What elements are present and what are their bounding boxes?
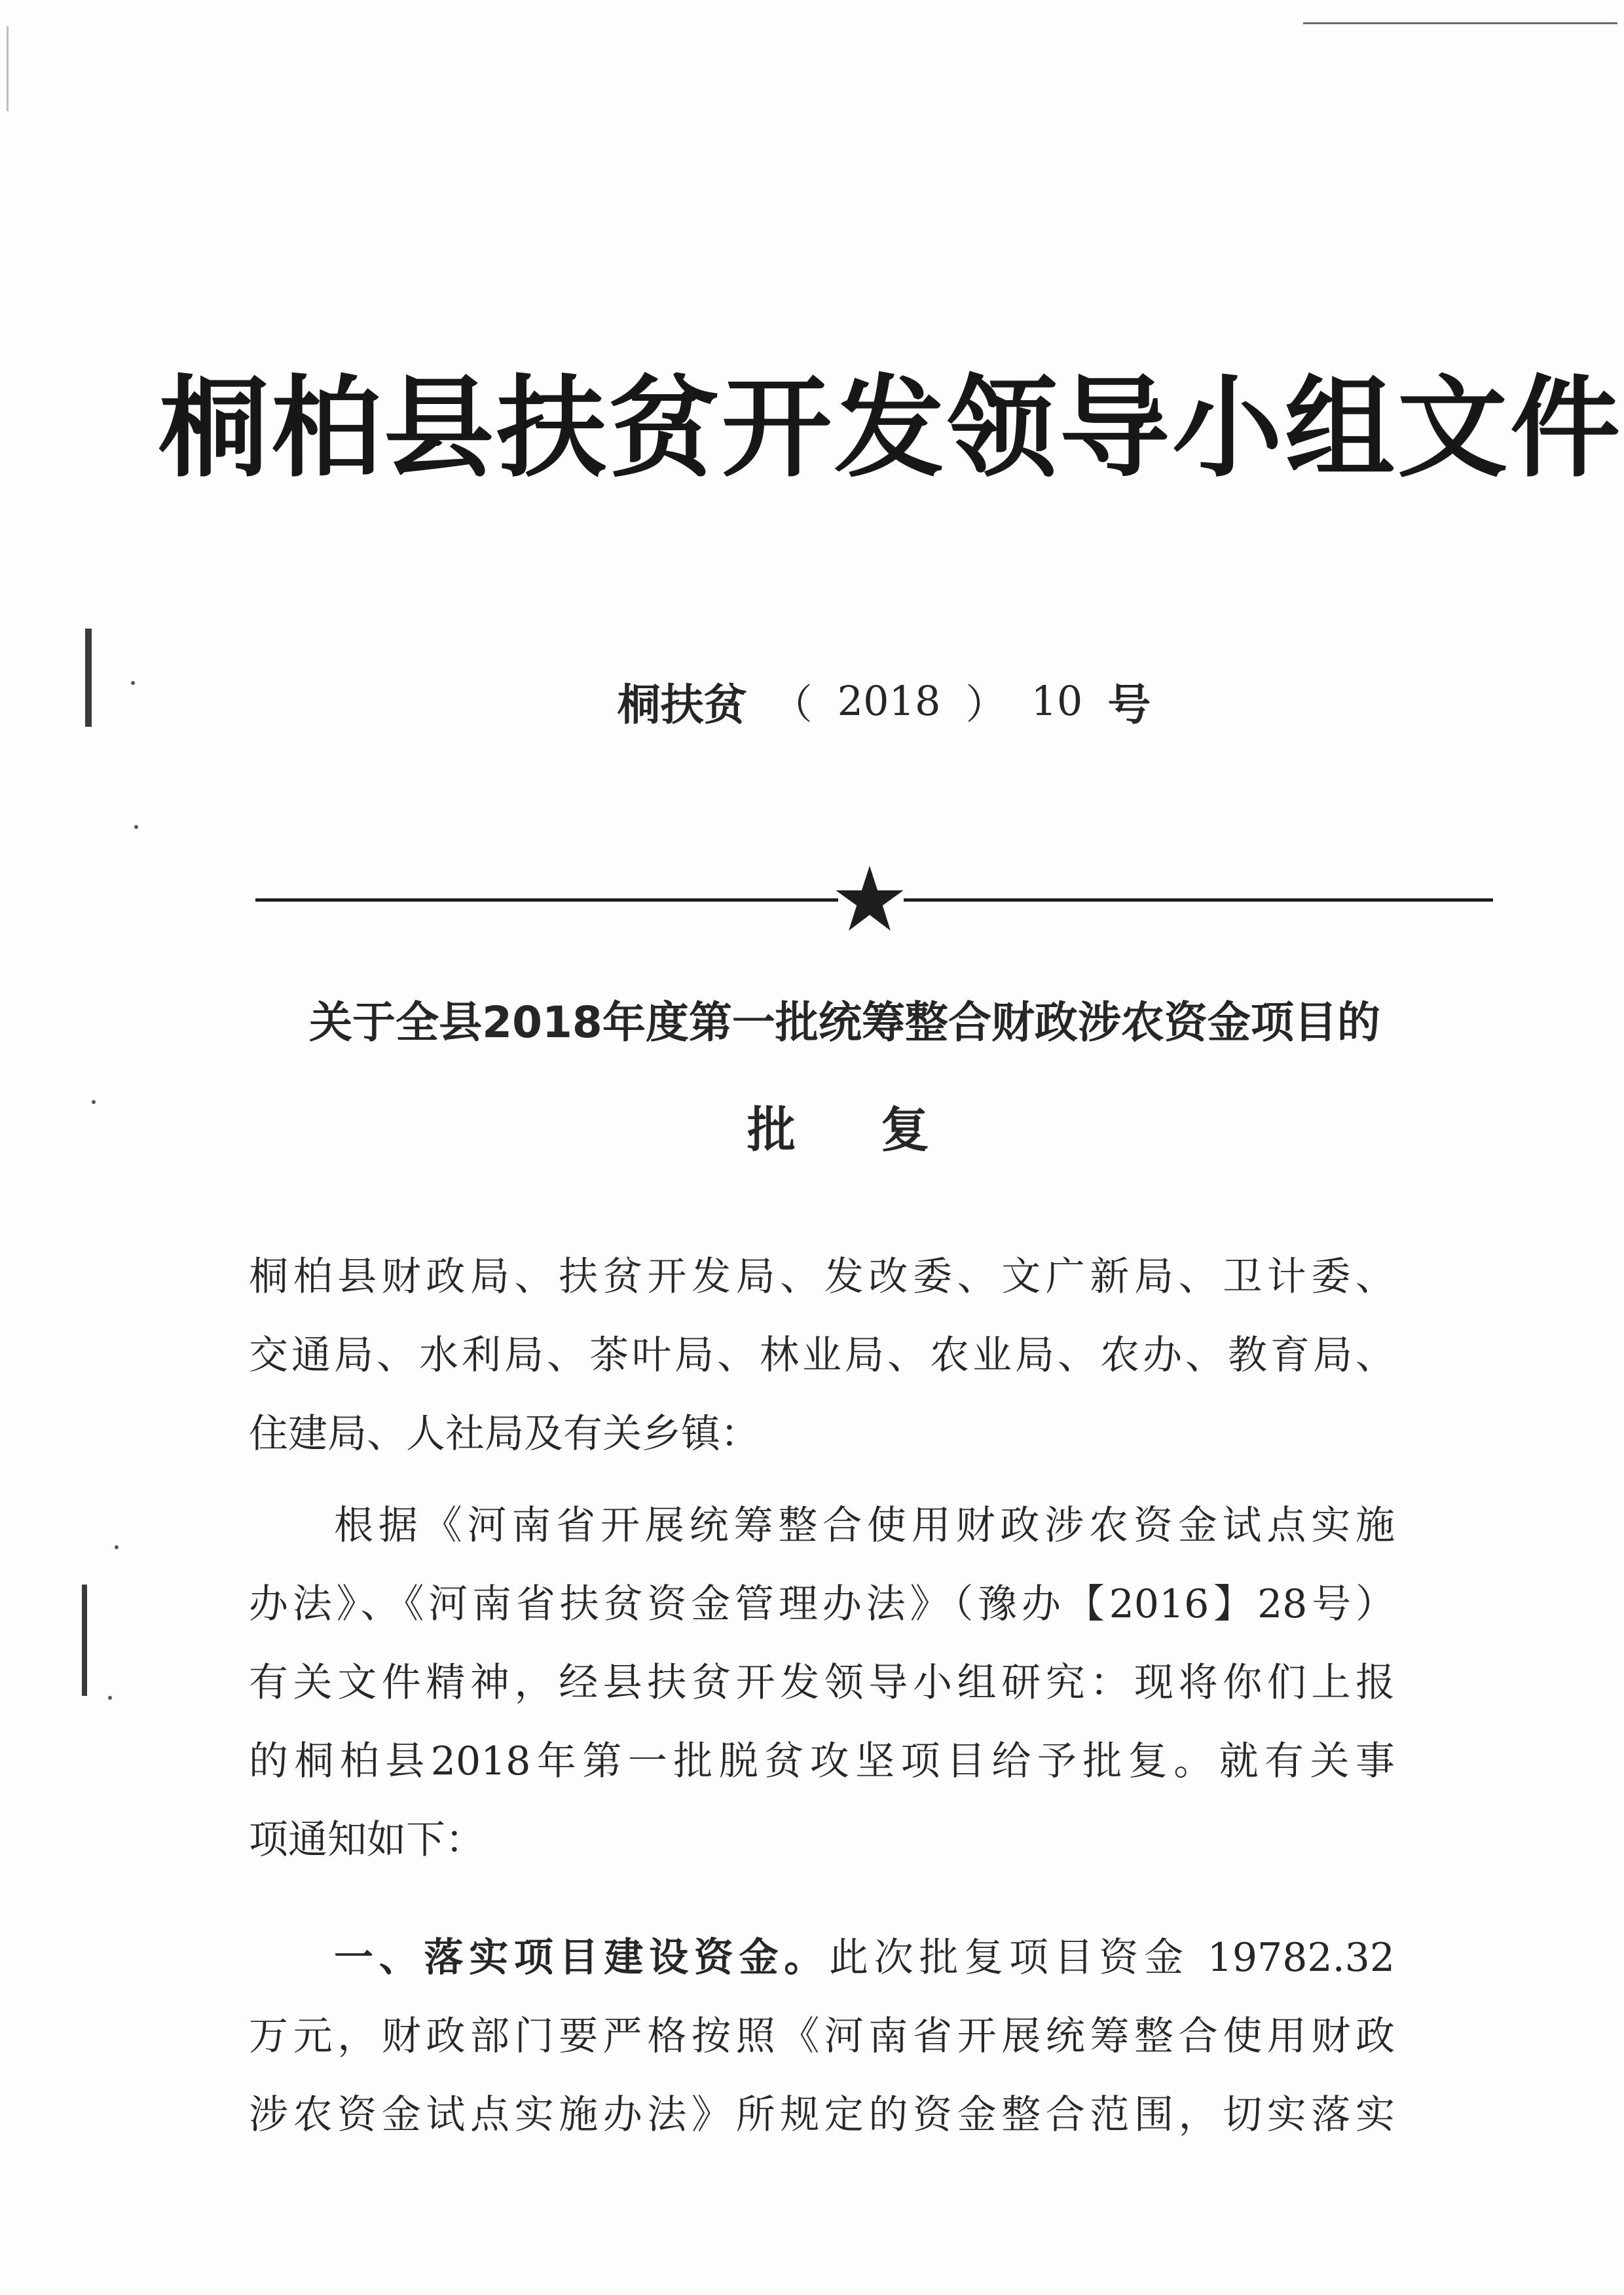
recipients-line: 住建局、人社局及有关乡镇： <box>249 1411 760 1457</box>
document-subject-line1: 关于全县2018年度第一批统筹整合财政涉农资金项目的 <box>309 997 1380 1048</box>
recipients-line: 桐柏县财政局、扶贫开发局、发改委、文广新局、卫计委、 <box>249 1254 1395 1300</box>
paragraph-line: 办法》、《河南省扶贫资金管理办法》（豫办【2016】28号） <box>249 1581 1395 1627</box>
paragraph-line: 有关文件精神，经县扶贫开发领导小组研究：现将你们上报 <box>249 1660 1395 1706</box>
scan-speck <box>131 681 135 685</box>
paragraph-1 <box>249 1486 1395 1879</box>
document-header-title: 桐柏县扶贫开发领导小组文件 <box>158 363 1623 492</box>
section-1-first-line <box>249 1919 1395 1997</box>
doc-number-suffix: 号 <box>1107 679 1151 730</box>
separator-line-left <box>255 898 838 902</box>
scan-edge-line <box>7 26 9 111</box>
document-subject-line2: 批复 <box>747 1102 1014 1158</box>
star-icon <box>834 863 906 935</box>
doc-number-close-paren: ） <box>965 680 1006 728</box>
document-number <box>589 668 1179 733</box>
scan-edge-line <box>1303 22 1617 24</box>
scan-speck <box>134 825 138 829</box>
doc-number-prefix: 桐扶贫 <box>617 679 747 730</box>
recipients-block <box>249 1238 1395 1473</box>
doc-number-value: 10 <box>1031 676 1083 725</box>
scan-speck <box>115 1545 119 1549</box>
binding-mark <box>82 1585 87 1696</box>
recipients-line: 交通局、水利局、茶叶局、林业局、农业局、农办、教育局、 <box>249 1332 1395 1378</box>
section-1-line: 涉农资金试点实施办法》所规定的资金整合范围，切实落实 <box>249 2092 1395 2138</box>
section-1-first-line-text: 此次批复项目资金 19782.32 <box>829 1935 1395 1981</box>
separator-line-right <box>904 898 1493 902</box>
scan-speck <box>92 1100 96 1104</box>
section-1 <box>249 1919 1395 2154</box>
doc-number-year: 2018 <box>837 676 941 725</box>
paragraph-line: 根据《河南省开展统筹整合使用财政涉农资金试点实施 <box>334 1503 1395 1549</box>
section-1-heading: 一、落实项目建设资金。 <box>334 1935 830 1981</box>
section-1-line: 万元，财政部门要严格按照《河南省开展统筹整合使用财政 <box>249 2013 1395 2059</box>
doc-number-open-paren: （ <box>771 680 813 728</box>
paragraph-line: 的桐柏县2018年第一批脱贫攻坚项目给予批复。就有关事 <box>249 1738 1395 1784</box>
binding-mark <box>85 629 92 727</box>
paragraph-line: 项通知如下： <box>249 1817 485 1863</box>
scan-speck <box>108 1696 112 1700</box>
